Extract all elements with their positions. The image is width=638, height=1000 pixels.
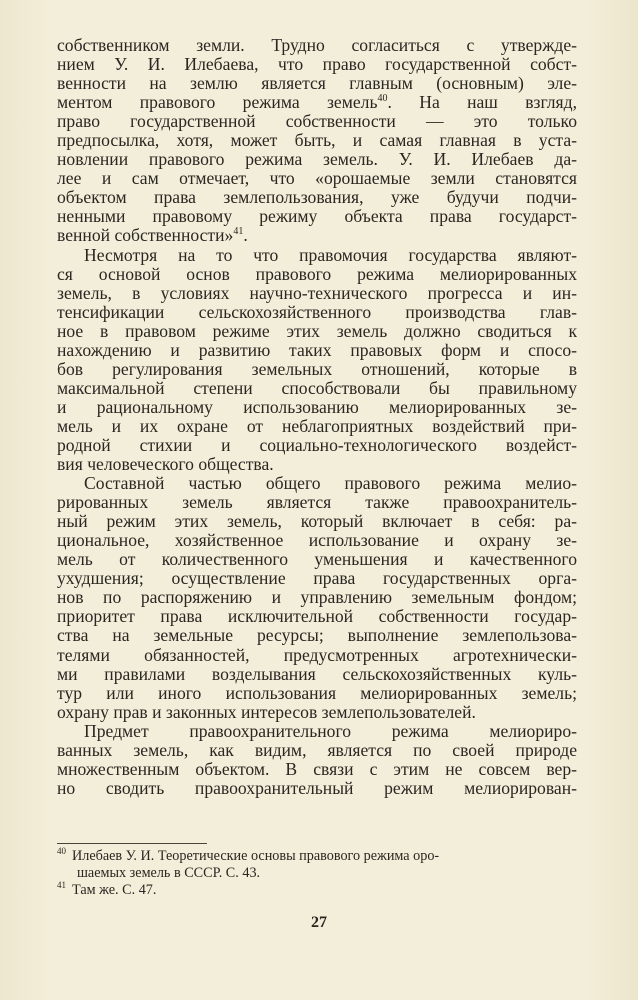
text-line: объектом права землепользования, уже будучи подчи- (57, 187, 577, 208)
text-line: право государственной собственности — это только (57, 111, 577, 132)
text-line: ный режим этих земель, который включает в себя: ра- (57, 511, 577, 532)
text-line: охрану прав и законных интересов землепользователей. (57, 701, 476, 722)
text-fragment: венной собственности» (57, 225, 234, 246)
footnote-ref-40[interactable]: 40 (377, 93, 388, 105)
text-line: и рациональному использованию мелиорированных зе- (57, 396, 577, 417)
text-line: множественным объектом. В связи с этим не совсем вер- (57, 758, 577, 779)
footnote-ref-41[interactable]: 41 (233, 226, 244, 238)
text-line: венности на землю является главным (основным) эле- (57, 73, 577, 94)
footnote-text: Илебаев У. И. Теоретические основы правового режима оро- (72, 848, 440, 864)
text-line: тур или иного использования мелиорированных земель; (57, 682, 577, 703)
text-line: ванных земель, как видим, является по своей природе (57, 739, 577, 760)
text-line: бов регулирования земельных отношений, которые в (57, 358, 577, 379)
text-line: ства на земельные ресурсы; выполнение землепользова- (57, 625, 577, 646)
text-fragment: . (243, 225, 248, 246)
text-line: циональное, хозяйственное использование и охрану зе- (57, 530, 577, 551)
text-fragment: ментом правового режима земель (57, 92, 378, 113)
text-line: земель, в условиях научно-технического прогресса и ин- (57, 282, 577, 303)
text-line: родной стихии и социально-технологического воздейст- (57, 434, 577, 455)
text-line: телями обязанностей, предусмотренных агротехнически- (57, 644, 577, 665)
footnote-40 (57, 848, 577, 882)
text-line-with-ref (57, 226, 577, 245)
text-line-with-ref (57, 93, 577, 112)
text-line: Предмет правоохранительного режима мелиориро- (84, 720, 577, 741)
text-line: максимальной степени способствовали бы правильному (57, 377, 577, 398)
footnote-line (57, 848, 577, 865)
text-line: Несмотря на то что правомочия государства являют- (84, 244, 577, 265)
text-line: новлении правового режима земель. У. И. Илебаев да- (57, 149, 577, 170)
text-line: вия человеческого общества. (57, 454, 274, 475)
text-line: нием У. И. Илебаева, что право государственной собст- (57, 54, 577, 75)
text-line: лее и сам отмечает, что «орошаемые земли становятся (57, 168, 577, 189)
text-line: мель от количественного уменьшения и качественного (57, 549, 577, 570)
footnotes (57, 848, 577, 899)
main-text (57, 36, 577, 798)
footnote-number: 40 (57, 846, 66, 857)
page-number: 27 (311, 914, 327, 931)
text-line: но сводить правоохранительный режим мелиорирован- (57, 777, 577, 798)
text-fragment: . На наш взгляд, (387, 92, 577, 113)
text-line: ное в правовом режиме этих земель должно сводиться к (57, 320, 577, 341)
text-line: ми правилами возделывания сельскохозяйственных куль- (57, 663, 577, 684)
text-line: приоритет права исключительной собственности государ- (57, 606, 577, 627)
text-line: нов по распоряжению и управлению земельным фондом; (57, 587, 577, 608)
footnote-41 (57, 882, 577, 899)
text-line: ся основой основ правового режима мелиорированных (57, 263, 577, 284)
paragraph-4 (57, 722, 577, 798)
footnote-text: Там же. С. 47. (72, 882, 157, 898)
paragraph-2 (57, 246, 577, 475)
text-line: предпосылка, хотя, может быть, и самая главная в уста- (57, 130, 577, 151)
footnote-line (57, 882, 577, 899)
text-line: мель и их охране от неблагоприятных воздействий при- (57, 415, 577, 436)
text-line: тенсификации сельскохозяйственного производства глав- (57, 301, 577, 322)
text-line: ненными правовому режиму объекта права государст- (57, 206, 577, 227)
footnote-line: шаемых земель в СССР. С. 43. (77, 865, 261, 881)
text-line: ухудшения; осуществление права государственных орга- (57, 568, 577, 589)
text-line: нахождению и развитию таких правовых форм и спосо- (57, 339, 577, 360)
text-line: Составной частью общего правового режима мелио- (84, 473, 577, 494)
paragraph-1 (57, 36, 577, 246)
paragraph-3 (57, 474, 577, 722)
footnote-divider (57, 843, 207, 844)
text-line: рированных земель является также правоохранитель- (57, 492, 577, 513)
footnote-number: 41 (57, 880, 66, 891)
text-line: собственником земли. Трудно согласиться с утвержде- (57, 35, 577, 55)
